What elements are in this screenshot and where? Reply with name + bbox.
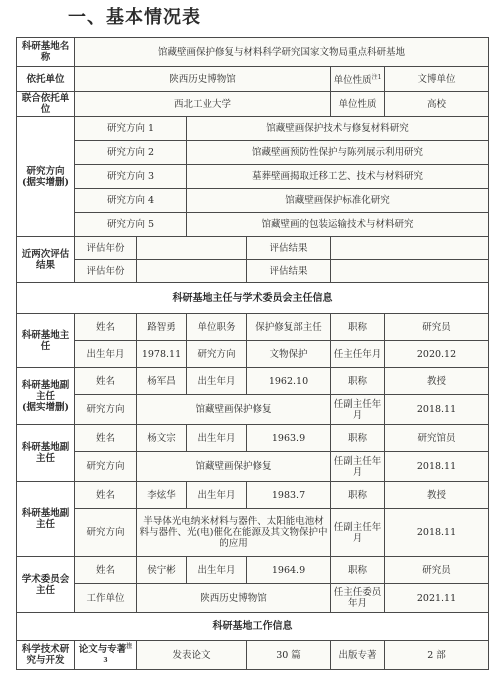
committee-title: 研究员 <box>385 557 489 584</box>
papers-label: 论文与专著$^{注3}$ <box>75 641 137 670</box>
research-direction-4-value: 馆藏壁画保护标准化研究 <box>187 189 489 213</box>
cohost-unit-value: 西北工业大学 <box>75 92 331 117</box>
section-title-work: 科研基地工作信息 <box>17 613 489 641</box>
director-field-label: 研究方向 <box>187 341 247 368</box>
deputy-3-birth: 1983.7 <box>247 482 331 509</box>
committee-name: 侯宁彬 <box>137 557 187 584</box>
deputy-3-title-label: 职称 <box>331 482 385 509</box>
deputy-2-name-label: 姓名 <box>75 425 137 452</box>
deputy-2-title-label: 职称 <box>331 425 385 452</box>
research-direction-5-label: 研究方向 5 <box>75 213 187 237</box>
deputy-1-field-label: 研究方向 <box>75 395 137 425</box>
committee-term-label: 任主任委员年月 <box>331 584 385 613</box>
deputy-1-term-label: 任副主任年月 <box>331 395 385 425</box>
books-label: 出版专著 <box>331 641 385 670</box>
director-title-label: 职称 <box>331 314 385 341</box>
deputy-3-title: 教授 <box>385 482 489 509</box>
research-direction-2-value: 馆藏壁画预防性保护与陈列展示利用研究 <box>187 141 489 165</box>
research-direction-1-label: 研究方向 1 <box>75 117 187 141</box>
cohost-nature-label: 单位性质 <box>331 92 385 117</box>
deputy-2-field-label: 研究方向 <box>75 452 137 482</box>
director-position: 保护修复部主任 <box>247 314 331 341</box>
base-name-value: 馆藏壁画保护修复与材料科学研究国家文物局重点科研基地 <box>75 38 489 67</box>
deputy-1-birth: 1962.10 <box>247 368 331 395</box>
eval-year-label: 评估年份 <box>75 260 137 283</box>
deputy-3-name: 李炫华 <box>137 482 187 509</box>
director-name: 路智勇 <box>137 314 187 341</box>
page-title: 一、基本情况表 <box>68 7 201 28</box>
section-title-directors: 科研基地主任与学术委员会主任信息 <box>17 283 489 314</box>
deputy-2-title: 研究馆员 <box>385 425 489 452</box>
host-unit-value: 陕西历史博物馆 <box>75 67 331 92</box>
cohost-unit-label: 联合依托单位 <box>17 92 75 117</box>
director-term: 2020.12 <box>385 341 489 368</box>
research-direction-5-value: 馆藏壁画的包装运输技术与材料研究 <box>187 213 489 237</box>
deputy-3-field-label: 研究方向 <box>75 509 137 557</box>
published-label: 发表论文 <box>137 641 247 670</box>
deputy-1-name: 杨军昌 <box>137 368 187 395</box>
deputy-2-label: 科研基地副主任 <box>17 425 75 482</box>
deputy-3-term: 2018.11 <box>385 509 489 557</box>
director-title: 研究员 <box>385 314 489 341</box>
evaluation-label: 近两次评估结果 <box>17 237 75 283</box>
director-birth-label: 出生年月 <box>75 341 137 368</box>
deputy-1-title: 教授 <box>385 368 489 395</box>
output-label: 科学技术研究与开发 <box>17 641 75 670</box>
deputy-2-term: 2018.11 <box>385 452 489 482</box>
published-value: 30 篇 <box>247 641 331 670</box>
deputy-3-field: 半导体光电纳米材料与器件、太阳能电池材料与器件、光(电)催化在能源及其文物保护中的应用 <box>137 509 331 557</box>
committee-name-label: 姓名 <box>75 557 137 584</box>
books-value: 2 部 <box>385 641 489 670</box>
eval-year-label: 评估年份 <box>75 237 137 260</box>
director-label: 科研基地主任 <box>17 314 75 368</box>
eval-result-value <box>331 260 489 283</box>
research-direction-3-label: 研究方向 3 <box>75 165 187 189</box>
research-direction-4-label: 研究方向 4 <box>75 189 187 213</box>
deputy-3-label: 科研基地副主任 <box>17 482 75 557</box>
deputy-2-field: 馆藏壁画保护修复 <box>137 452 331 482</box>
research-direction-1-value: 馆藏壁画保护技术与修复材料研究 <box>187 117 489 141</box>
deputy-1-label: 科研基地副主任 (据实增删) <box>17 368 75 425</box>
director-position-label: 单位职务 <box>187 314 247 341</box>
research-direction-label: 研究方向 (据实增删) <box>17 117 75 237</box>
deputy-1-title-label: 职称 <box>331 368 385 395</box>
deputy-2-term-label: 任副主任年月 <box>331 452 385 482</box>
eval-result-label: 评估结果 <box>247 237 331 260</box>
committee-unit: 陕西历史博物馆 <box>137 584 331 613</box>
committee-unit-label: 工作单位 <box>75 584 137 613</box>
deputy-3-term-label: 任副主任年月 <box>331 509 385 557</box>
director-birth: 1978.11 <box>137 341 187 368</box>
director-name-label: 姓名 <box>75 314 137 341</box>
deputy-1-name-label: 姓名 <box>75 368 137 395</box>
research-direction-3-value: 墓葬壁画揭取迁移工艺、技术与材料研究 <box>187 165 489 189</box>
deputy-3-name-label: 姓名 <box>75 482 137 509</box>
basic-info-table <box>16 37 488 670</box>
director-field: 文物保护 <box>247 341 331 368</box>
deputy-3-birth-label: 出生年月 <box>187 482 247 509</box>
host-nature-value: 文博单位 <box>385 67 489 92</box>
committee-birth: 1964.9 <box>247 557 331 584</box>
committee-term: 2021.11 <box>385 584 489 613</box>
committee-label: 学术委员会主任 <box>17 557 75 613</box>
cohost-nature-value: 高校 <box>385 92 489 117</box>
director-term-label: 任主任年月 <box>331 341 385 368</box>
eval-result-label: 评估结果 <box>247 260 331 283</box>
eval-year-value <box>137 260 247 283</box>
host-nature-label: 单位性质$^{注1}$ <box>331 67 385 92</box>
committee-birth-label: 出生年月 <box>187 557 247 584</box>
deputy-1-field: 馆藏壁画保护修复 <box>137 395 331 425</box>
eval-year-value <box>137 237 247 260</box>
deputy-1-term: 2018.11 <box>385 395 489 425</box>
host-unit-label: 依托单位 <box>17 67 75 92</box>
deputy-1-birth-label: 出生年月 <box>187 368 247 395</box>
deputy-2-birth-label: 出生年月 <box>187 425 247 452</box>
deputy-2-name: 杨文宗 <box>137 425 187 452</box>
research-direction-2-label: 研究方向 2 <box>75 141 187 165</box>
eval-result-value <box>331 237 489 260</box>
deputy-2-birth: 1963.9 <box>247 425 331 452</box>
base-name-label: 科研基地名称 <box>17 38 75 67</box>
committee-title-label: 职称 <box>331 557 385 584</box>
